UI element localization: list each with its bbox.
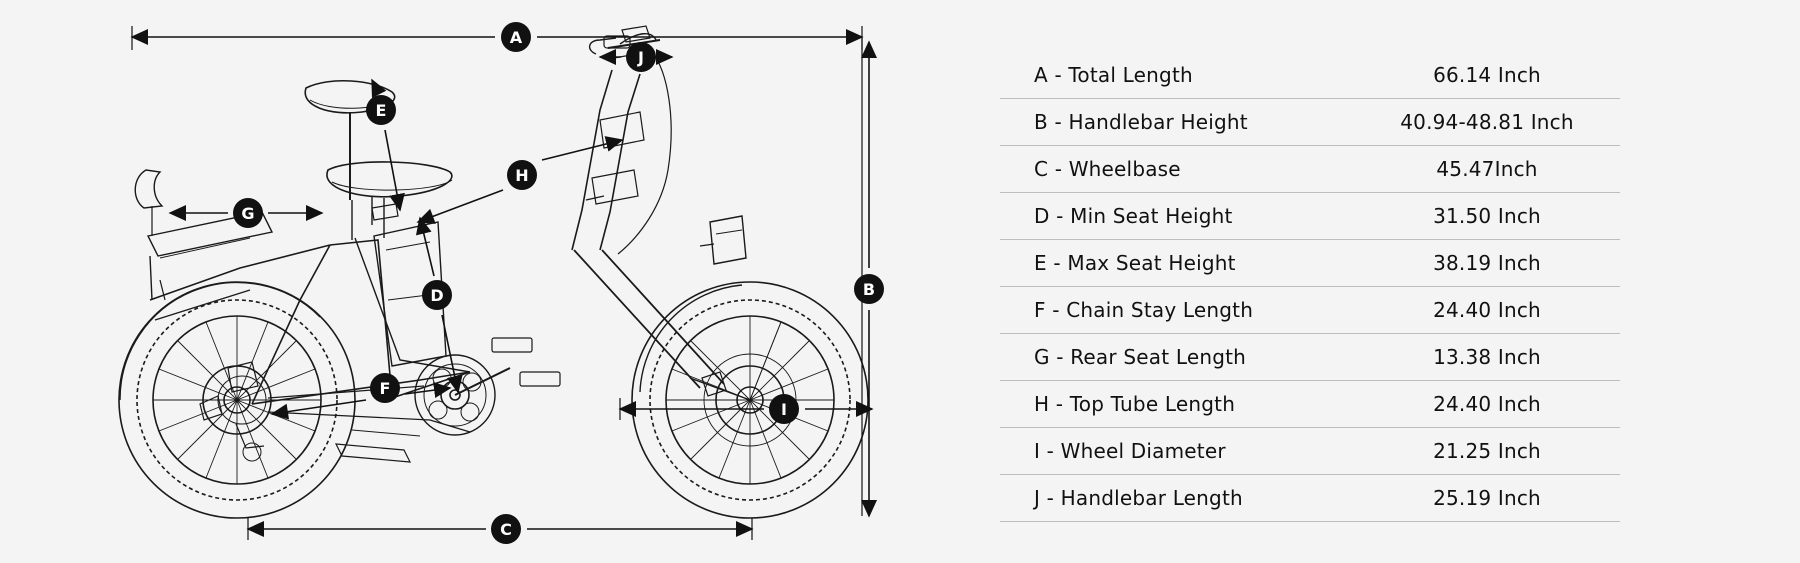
spec-value: 40.94-48.81 Inch: [1400, 110, 1574, 134]
spec-label: H - Top Tube Length: [1034, 392, 1236, 416]
table-row: [1000, 334, 1620, 381]
marker-A: [501, 22, 531, 52]
svg-text:G: G: [241, 204, 255, 223]
svg-text:I: I: [781, 400, 787, 419]
dim-line-H: [418, 190, 503, 222]
spec-value: 31.50 Inch: [1433, 204, 1541, 228]
table-row: [1000, 287, 1620, 334]
spec-value: 38.19 Inch: [1433, 251, 1541, 275]
table-row: [1000, 193, 1620, 240]
spec-value: 24.40 Inch: [1433, 392, 1541, 416]
marker-H: [507, 160, 537, 190]
spec-label: A - Total Length: [1034, 63, 1193, 87]
table-row: [1000, 428, 1620, 475]
spec-label: I - Wheel Diameter: [1034, 439, 1226, 463]
marker-I: [769, 394, 799, 424]
svg-text:H: H: [515, 166, 529, 185]
svg-text:A: A: [509, 28, 523, 47]
marker-D: [422, 280, 452, 310]
svg-text:D: D: [430, 286, 444, 305]
table-row: [1000, 240, 1620, 287]
specification-table: [1000, 52, 1620, 522]
svg-text:F: F: [379, 379, 391, 398]
table-row: [1000, 52, 1620, 99]
spec-value: 24.40 Inch: [1433, 298, 1541, 322]
marker-F: [370, 373, 400, 403]
marker-C: [491, 514, 521, 544]
spec-value: 25.19 Inch: [1433, 486, 1541, 510]
svg-text:E: E: [375, 101, 387, 120]
svg-text:J: J: [638, 48, 644, 67]
dim-line-F: [272, 400, 366, 414]
svg-text:B: B: [862, 280, 876, 299]
front-fork: [572, 70, 750, 400]
spec-label: G - Rear Seat Length: [1034, 345, 1247, 369]
marker-G: [233, 198, 263, 228]
spec-value: 66.14 Inch: [1433, 63, 1541, 87]
spec-label: F - Chain Stay Length: [1034, 298, 1254, 322]
spec-value: 45.47Inch: [1436, 157, 1538, 181]
table-row: [1000, 475, 1620, 522]
spec-label: J - Handlebar Length: [1034, 486, 1243, 510]
svg-text:C: C: [500, 520, 512, 539]
dim-line-D: [420, 218, 434, 276]
marker-B: [854, 274, 884, 304]
spec-label: C - Wheelbase: [1034, 157, 1181, 181]
table-row: [1000, 99, 1620, 146]
spec-label: E - Max Seat Height: [1034, 251, 1236, 275]
spec-value: 21.25 Inch: [1433, 439, 1541, 463]
marker-E: [366, 95, 396, 125]
spec-label: D - Min Seat Height: [1034, 204, 1233, 228]
dimension-markers: [233, 22, 884, 544]
front-accessory: [700, 216, 746, 264]
spec-label: B - Handlebar Height: [1034, 110, 1248, 134]
table-row: [1000, 381, 1620, 428]
table-row: [1000, 146, 1620, 193]
bike-illustration: [119, 26, 868, 518]
marker-J: [626, 42, 656, 72]
spec-value: 13.38 Inch: [1433, 345, 1541, 369]
